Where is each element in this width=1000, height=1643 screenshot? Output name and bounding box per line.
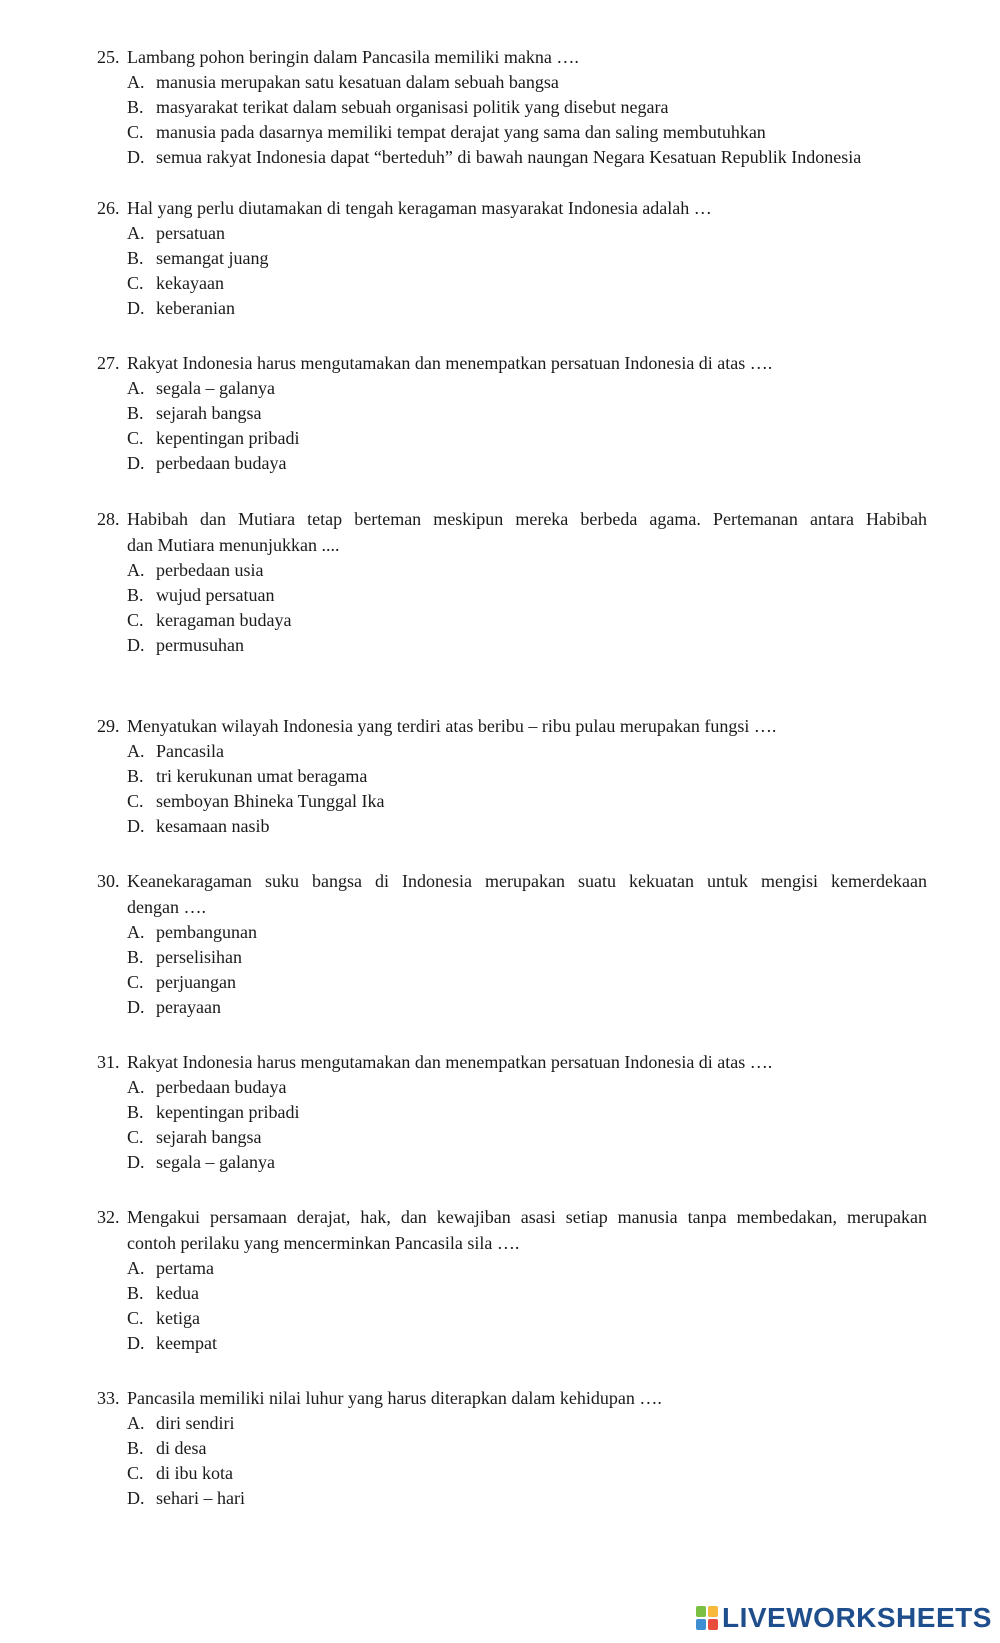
question-text-continued: dengan …. bbox=[127, 897, 206, 917]
option-b-letter: B. bbox=[127, 1102, 144, 1122]
option-c-text: kekayaan bbox=[156, 273, 224, 293]
option-c-letter: C. bbox=[127, 1127, 144, 1147]
question-text: Keanekaragaman suku bangsa di Indonesia merupakan suatu kekuatan untuk mengisi kemerdekaan bbox=[127, 871, 927, 891]
option-c-text: semboyan Bhineka Tunggal Ika bbox=[156, 791, 385, 811]
option-c-letter: C. bbox=[127, 428, 144, 448]
option-a-text: perbedaan budaya bbox=[156, 1077, 287, 1097]
question-text: Rakyat Indonesia harus mengutamakan dan menempatkan persatuan Indonesia di atas …. bbox=[127, 353, 773, 373]
option-b-text: semangat juang bbox=[156, 248, 269, 268]
option-b-text: sejarah bangsa bbox=[156, 403, 262, 423]
question-number: 27. bbox=[97, 353, 120, 373]
logo-text: LIVEWORKSHEETS bbox=[722, 1602, 992, 1633]
option-d-letter: D. bbox=[127, 298, 145, 318]
option-c-letter: C. bbox=[127, 122, 144, 142]
question-number: 30. bbox=[97, 871, 120, 891]
option-c-letter: C. bbox=[127, 791, 144, 811]
option-d-text: segala – galanya bbox=[156, 1152, 275, 1172]
option-c-letter: C. bbox=[127, 610, 144, 630]
option-c-text: manusia pada dasarnya memiliki tempat derajat yang sama dan saling membutuhkan bbox=[156, 122, 766, 142]
option-a-letter: A. bbox=[127, 741, 145, 761]
option-a-text: segala – galanya bbox=[156, 378, 275, 398]
option-a-text: pertama bbox=[156, 1258, 214, 1278]
option-a-letter: A. bbox=[127, 1077, 145, 1097]
option-c-letter: C. bbox=[127, 972, 144, 992]
question-text: Hal yang perlu diutamakan di tengah keragaman masyarakat Indonesia adalah … bbox=[127, 198, 712, 218]
option-a-letter: A. bbox=[127, 1413, 145, 1433]
question-number: 31. bbox=[97, 1052, 120, 1072]
option-b-letter: B. bbox=[127, 403, 144, 423]
question-number: 33. bbox=[97, 1388, 120, 1408]
option-a-text: manusia merupakan satu kesatuan dalam sebuah bangsa bbox=[156, 72, 559, 92]
option-c-letter: C. bbox=[127, 273, 144, 293]
question-text: Mengakui persamaan derajat, hak, dan kewajiban asasi setiap manusia tanpa membedakan, merupakan bbox=[127, 1207, 927, 1227]
option-a-letter: A. bbox=[127, 1258, 145, 1278]
option-b-text: kepentingan pribadi bbox=[156, 1102, 300, 1122]
option-b-letter: B. bbox=[127, 248, 144, 268]
option-d-text: keempat bbox=[156, 1333, 217, 1353]
option-b-letter: B. bbox=[127, 585, 144, 605]
option-c-text: kepentingan pribadi bbox=[156, 428, 300, 448]
question-text-continued: dan Mutiara menunjukkan .... bbox=[127, 535, 340, 555]
option-d-text: sehari – hari bbox=[156, 1488, 245, 1508]
option-d-text: perayaan bbox=[156, 997, 221, 1017]
option-a-letter: A. bbox=[127, 72, 145, 92]
option-c-text: di ibu kota bbox=[156, 1463, 233, 1483]
option-b-letter: B. bbox=[127, 766, 144, 786]
option-d-letter: D. bbox=[127, 1152, 145, 1172]
option-c-text: keragaman budaya bbox=[156, 610, 292, 630]
option-b-text: masyarakat terikat dalam sebuah organisasi politik yang disebut negara bbox=[156, 97, 669, 117]
question-text: Menyatukan wilayah Indonesia yang terdiri atas beribu – ribu pulau merupakan fungsi …. bbox=[127, 716, 777, 736]
question-number: 26. bbox=[97, 198, 120, 218]
option-d-text: kesamaan nasib bbox=[156, 816, 270, 836]
option-d-letter: D. bbox=[127, 1333, 145, 1353]
option-d-text: perbedaan budaya bbox=[156, 453, 287, 473]
option-a-text: Pancasila bbox=[156, 741, 224, 761]
option-c-text: sejarah bangsa bbox=[156, 1127, 262, 1147]
option-b-letter: B. bbox=[127, 97, 144, 117]
option-d-text: semua rakyat Indonesia dapat “berteduh” di bawah naungan Negara Kesatuan Republik Indonesia bbox=[156, 147, 862, 167]
question-number: 32. bbox=[97, 1207, 120, 1227]
option-b-text: wujud persatuan bbox=[156, 585, 275, 605]
option-a-text: diri sendiri bbox=[156, 1413, 235, 1433]
option-a-letter: A. bbox=[127, 223, 145, 243]
option-c-letter: C. bbox=[127, 1308, 144, 1328]
question-number: 29. bbox=[97, 716, 120, 736]
liveworksheets-logo-icon bbox=[696, 1606, 718, 1630]
option-c-letter: C. bbox=[127, 1463, 144, 1483]
option-d-letter: D. bbox=[127, 147, 145, 167]
liveworksheets-logo bbox=[696, 1602, 992, 1634]
option-a-letter: A. bbox=[127, 378, 145, 398]
option-d-letter: D. bbox=[127, 635, 145, 655]
option-a-text: pembangunan bbox=[156, 922, 257, 942]
option-b-text: kedua bbox=[156, 1283, 199, 1303]
option-b-letter: B. bbox=[127, 947, 144, 967]
option-b-text: di desa bbox=[156, 1438, 207, 1458]
option-b-letter: B. bbox=[127, 1438, 144, 1458]
option-d-letter: D. bbox=[127, 1488, 145, 1508]
option-d-text: keberanian bbox=[156, 298, 235, 318]
question-text: Habibah dan Mutiara tetap berteman meskipun mereka berbeda agama. Pertemanan antara Habibah bbox=[127, 509, 927, 529]
option-b-letter: B. bbox=[127, 1283, 144, 1303]
option-a-letter: A. bbox=[127, 922, 145, 942]
question-number: 28. bbox=[97, 509, 120, 529]
option-c-text: perjuangan bbox=[156, 972, 236, 992]
question-text: Lambang pohon beringin dalam Pancasila memiliki makna …. bbox=[127, 47, 579, 67]
question-number: 25. bbox=[97, 47, 120, 67]
option-d-letter: D. bbox=[127, 453, 145, 473]
option-d-letter: D. bbox=[127, 816, 145, 836]
question-text-continued: contoh perilaku yang mencerminkan Pancasila sila …. bbox=[127, 1233, 520, 1253]
option-a-text: perbedaan usia bbox=[156, 560, 264, 580]
option-a-letter: A. bbox=[127, 560, 145, 580]
option-a-text: persatuan bbox=[156, 223, 225, 243]
option-b-text: perselisihan bbox=[156, 947, 242, 967]
option-d-text: permusuhan bbox=[156, 635, 244, 655]
option-d-letter: D. bbox=[127, 997, 145, 1017]
question-text: Rakyat Indonesia harus mengutamakan dan menempatkan persatuan Indonesia di atas …. bbox=[127, 1052, 773, 1072]
option-c-text: ketiga bbox=[156, 1308, 200, 1328]
option-b-text: tri kerukunan umat beragama bbox=[156, 766, 368, 786]
question-text: Pancasila memiliki nilai luhur yang harus diterapkan dalam kehidupan …. bbox=[127, 1388, 662, 1408]
